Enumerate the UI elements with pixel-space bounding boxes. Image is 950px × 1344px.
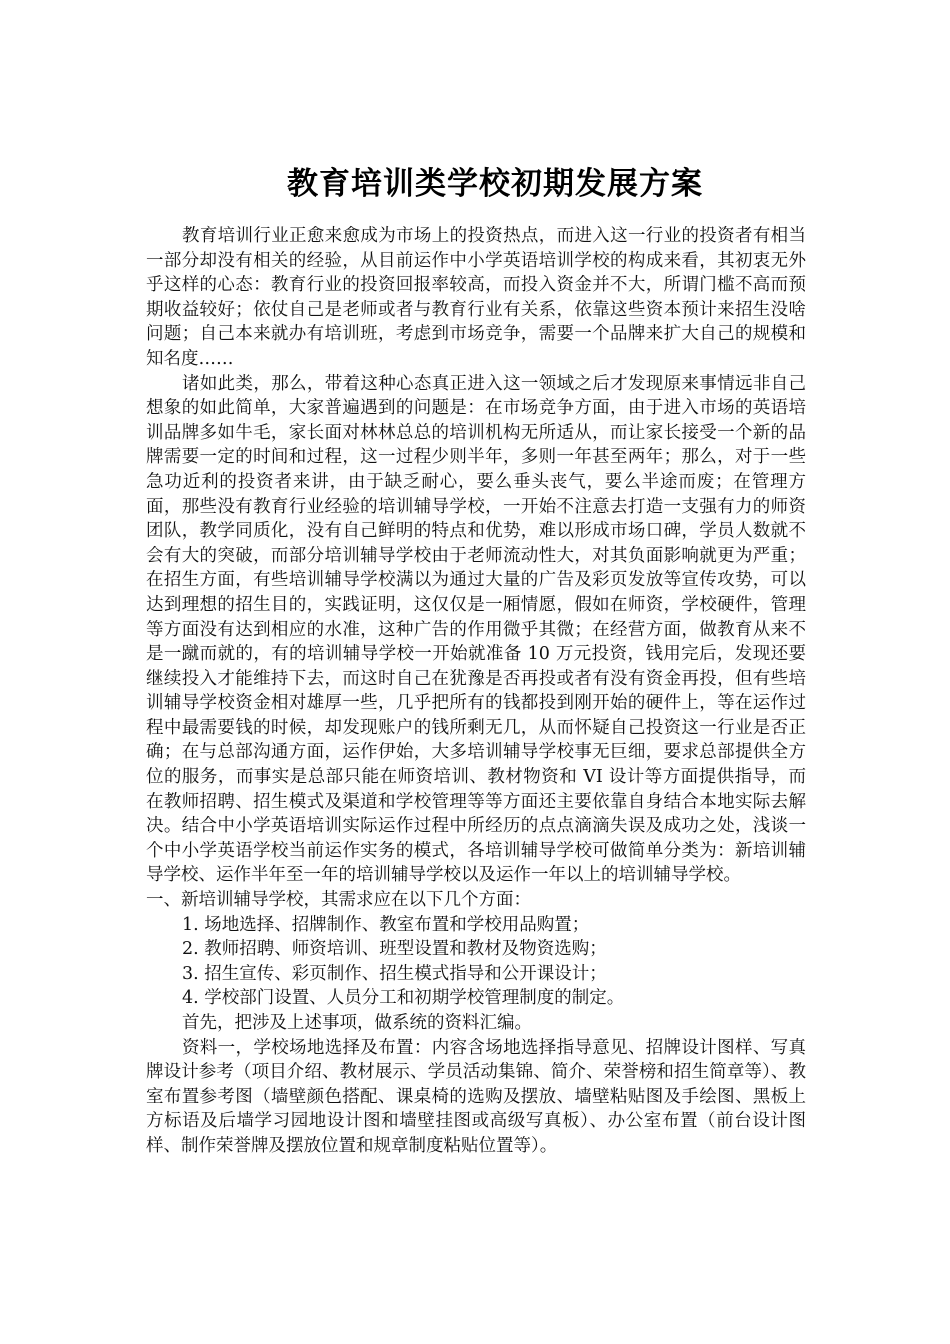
paragraph-first-step: 首先，把涉及上述事项，做系统的资料汇编。 [182,1013,532,1033]
paragraph-intro: 教育培训行业正愈来愈成为市场上的投资热点，而进入这一行业的投资者有相当一部分却没有相关的经验，从目前运作中小学英语培训学校的构成来看，其初衷无外乎这样的心态：教育行业的投资回报率较高，而投入资金并不大，所谓门槛不高而预期收益较好；依仗自己是老师或者与教育行业有关系，依靠这些资本预计来招生没啥问题；自己本来就办有培训班，考虑到市场竞争，需要一个品牌来扩大自己的规模和知名度…… [146,226,806,369]
list-item: 2. 教师招聘、师资培训、班型设置和教材及物资选购； [182,939,607,960]
paragraph-material-one: 资料一，学校场地选择及布置：内容含场地选择指导意见、招牌设计图样、写真牌设计参考（项目介绍、教材展示、学员活动集锦、简介、荣誉榜和招生简章等）、教室布置参考图（墙壁颜色搭配、课桌椅的选购及摆放、墙壁粘贴图及手绘图、黑板上方标语及后墙学习园地设计图和墙壁挂图或高级写真板）、办公室布置（前台设计图样、制作荣誉牌及摆放位置和规章制度粘贴位置等）。 [146,1037,806,1156]
paragraph-problems: 诸如此类，那么，带着这种心态真正进入这一领域之后才发现原来事情远非自己想象的如此简单，大家普遍遇到的问题是：在市场竞争方面，由于进入市场的英语培训品牌多如牛毛，家长面对林林总总的培训机构无所适从，而让家长接受一个新的品牌需要一定的时间和过程，这一过程少则半年，多则一年甚至两年；那么，对于一些急功近利的投资者来讲，由于缺乏耐心，要么垂头丧气，要么半途而废；在管理方面，那些没有教育行业经验的培训辅导学校，一开始不注意去打造一支强有力的师资团队，教学同质化，没有自己鲜明的特点和优势，难以形成市场口碑，学员人数就不会有大的突破，而部分培训辅导学校由于老师流动性大，对其负面影响就更为严重；在招生方面，有些培训辅导学校满以为通过大量的广告及彩页发放等宣传攻势，可以达到理想的招生目的，实践证明，这仅仅是一厢情愿，假如在师资，学校硬件，管理等方面没有达到相应的水准，这种广告的作用微乎其微；在经营方面，做教育从来不是一蹴而就的，有的培训辅导学校一开始就准备 10 万元投资，钱用完后，发现还要继续投入才能维持下去，而这时自己在犹豫是否再投或者有没有资金再投，但有些培训辅导学校资金相对雄厚一些，几乎把所有的钱都投到刚开始的硬件上，等在运作过程中最需要钱的时候，却发现账户的钱所剩无几，从而怀疑自己投资这一行业是否正确；在与总部沟通方面，运作伊始，大多培训辅导学校事无巨细，要求总部提供全方位的服务，而事实是总部只能在师资培训、教材物资和 VI 设计等方面提供指导，而在教师招聘、招生模式及渠道和学校管理等等方面还主要依靠自身结合本地实际去解决。结合中小学英语培训实际运作过程中所经历的点点滴滴失误及成功之处，浅谈一个中小学英语学校当前运作实务的模式，各培训辅导学校可做简单分类为：新培训辅导学校、运作半年至一年的培训辅导学校以及运作一年以上的培训辅导学校。 [146,373,806,886]
list-item: 1. 场地选择、招牌制作、教室布置和学校用品购置； [182,914,590,935]
section-heading-new-school: 一、新培训辅导学校，其需求应在以下几个方面： [146,890,531,911]
list-item: 4. 学校部门设置、人员分工和初期学校管理制度的制定。 [182,988,625,1009]
document-body [146,224,806,1159]
list-item: 3. 招生宣传、彩页制作、招生模式指导和公开课设计； [182,963,607,984]
document-title: 教育培训类学校初期发展方案 [287,166,703,202]
